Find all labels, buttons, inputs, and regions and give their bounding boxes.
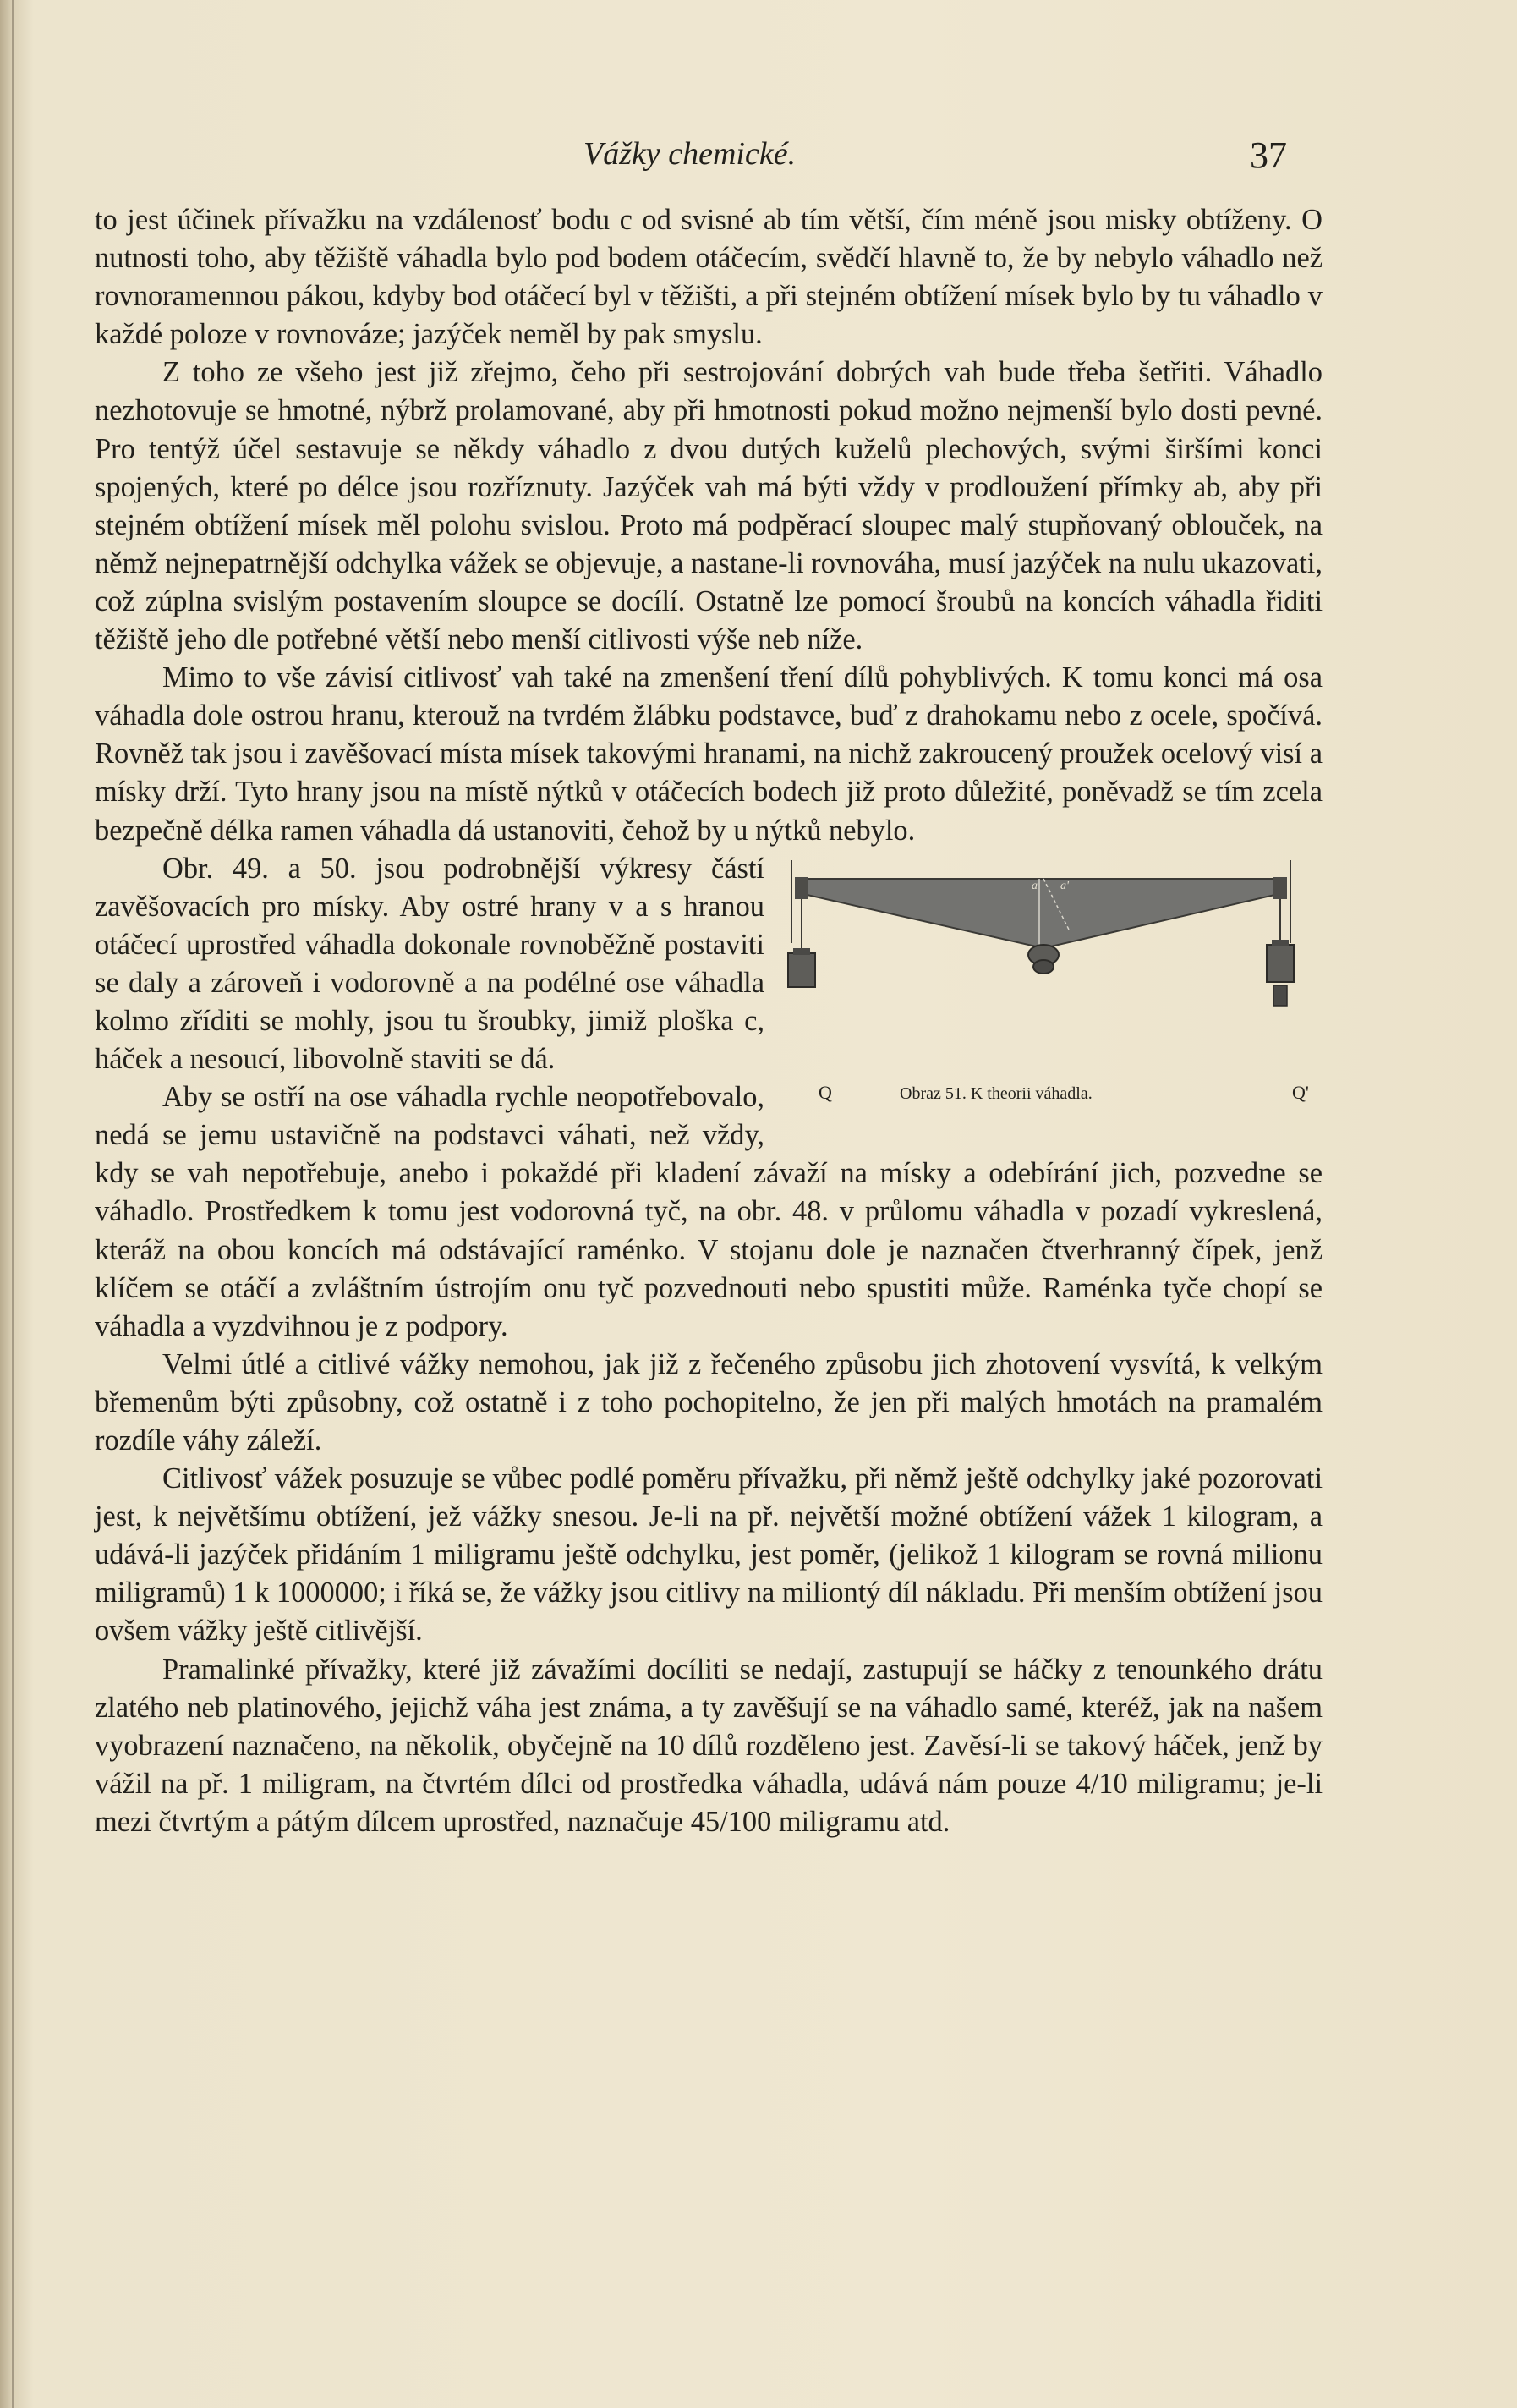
beam-shape <box>803 879 1279 948</box>
figure-balance-beam <box>781 860 1323 1139</box>
paragraph: Pramalinké přívažky, které již závažími docíliti se nedají, zastupují se háčky z tenounkého drátu zlatého neb platinového, jejichž váha jest známa, a ty zavěšují se na váhadlo samé, kteréž, jak na našem vyobrazení naznačeno, na několik, obyčejně na 10 dílů rozděleno jest. Zavěsí-li se takový háček, jenž by vážil na př. 1 miligram, na čtvrtém dílci od prostředka váhadla, udává nám pouze 4/10 miligramu; je-li mezi čtvrtým a pátým dílcem uprostřed, naznačuje 45/100 miligramu atd. <box>95 1653 1323 1838</box>
paragraph: Aby se ostří na ose váhadla rychle neopotřebovalo, nedá se jemu ustavičně na podstavci váhati, než vždy, kdy se vah nepotřebuje, anebo i pokaždé při kladení závaží na mísky a odebírání jich, pozvedne se váhadlo. Prostředkem k tomu jest vodorovná tyč, na obr. 48. v průlomu váhadla v pozadí vykreslená, kteráž na obou koncích má odstávající raménko. V stojanu dole je naznačen čtverhranný čípek, jenž klíčem se otáčí a zvláštním ústrojím onu tyč pozvednouti nebo spustiti může. Raménka tyče chopí se váhadla a vyzdvihnou je z podpory. <box>95 1081 1323 1342</box>
figure-label-q: Q <box>819 1081 832 1103</box>
running-title: Vážky chemické. <box>583 136 797 172</box>
paragraph: Citlivosť vážek posuzuje se vůbec podlé poměru přívažku, při němž ještě odchylky jaké pozorovati jest, k největšímu obtížení, jež vážky snesou. Je-li na př. největší možné obtížení vážek 1 kilogram, a udává-li jazýček přidáním 1 miligramu ještě odchylku, jest poměr, (jelikož 1 kilogram se rovná milionu miligramů) 1 k 1000000; i říká se, že vážky jsou citlivy na miliontý díl nákladu. Při menším obtížení jsou ovšem vážky ještě citlivější. <box>95 1462 1323 1648</box>
page-header <box>0 127 1517 186</box>
paragraph: Mimo to vše závisí citlivosť vah také na zmenšení tření dílů pohyblivých. K tomu konci má osa váhadla dole ostrou hranu, kterouž na tvrdém žlábku podstavce, buď z drahokamu nebo z ocele, spočívá. Rovněž tak jsou i zavěšovací místa mísek takovými hranami, na nichž zakroucený proužek ocelový visí a mísky drží. Tyto hrany jsou na místě nýtků v otáčecích bodech již proto důležité, poněvadž se tím zcela bezpečně délka ramen váhadla dá ustanoviti, čehož by u nýtků nebylo. <box>95 661 1323 847</box>
paragraph: Z toho ze všeho jest již zřejmo, čeho při sestrojování dobrých vah bude třeba šetřiti. Váhadlo nezhotovuje se hmotné, nýbrž prolamované, aby při hmotnosti pokud možno nejmenší bylo dosti pevné. Pro tentýž účel sestavuje se někdy váhadlo z dvou dutých kuželů plechových, svými širšími konci spojených, které po délce jsou rozříznuty. Jazýček vah má býti vždy v prodloužení přímky ab, aby při stejném obtížení mísek měl polohu svislou. Proto má podpěrací sloupec malý stupňovaný oblouček, na němž nejnepatrnější odchylka vážek se objevuje, a nastane-li rovnováha, musí jazýček na nulu ukazovati, což zúplna svislým postavením sloupce se docílí. Ostatně lze pomocí šroubů na koncích váhadla řiditi těžiště jeho dle potřebné větší nebo menší citlivosti výše neb níže. <box>95 356 1323 656</box>
label-a-right: a' <box>1060 879 1069 892</box>
label-a-left: a <box>1032 879 1038 892</box>
weight-right <box>1267 945 1294 982</box>
body-text <box>95 201 1323 1841</box>
paragraph: Obr. 49. a 50. jsou podrobnější výkresy částí zavěšovacích pro mísky. Aby ostré hrany v a s hranou otáčecí uprostřed váhadla dokonale rovnoběžně postaviti se daly a zároveň i vodorovně a na podélné ose váhadla kolmo zříditi se mohly, jsou tu šroubky, jimiž ploška c, háček a nesoucí, libovolně staviti se dá. <box>95 852 764 1076</box>
binding-edge <box>12 0 14 2408</box>
page-number: 37 <box>1250 134 1287 176</box>
weight-left <box>788 953 815 987</box>
figure-caption: Obraz 51. K theorii váhadla. <box>900 1083 1093 1103</box>
paragraph: Velmi útlé a citlivé vážky nemohou, jak již z řečeného způsobu jich zhotovení vysvítá, k velkým břemenům býti způsobny, což ostatně i z toho pochopitelno, že jen při malých hmotách na pramalém rozdíle váhy záleží. <box>95 1347 1323 1456</box>
figure-label-q-prime: Q' <box>1292 1081 1309 1103</box>
paragraph: to jest účinek přívažku na vzdálenosť bodu c od svisné ab tím větší, čím méně jsou misky obtíženy. O nutnosti toho, aby těžiště váhadla bylo pod bodem otáčecím, svědčí hlavně to, že by nebylo váhadlo než rovnoramennou pákou, kdyby bod otáčecí byl v těžišti, a při stejném obtížení mísek bylo by tu váhadlo v každé poloze v rovnováze; jazýček neměl by pak smyslu. <box>95 204 1323 351</box>
